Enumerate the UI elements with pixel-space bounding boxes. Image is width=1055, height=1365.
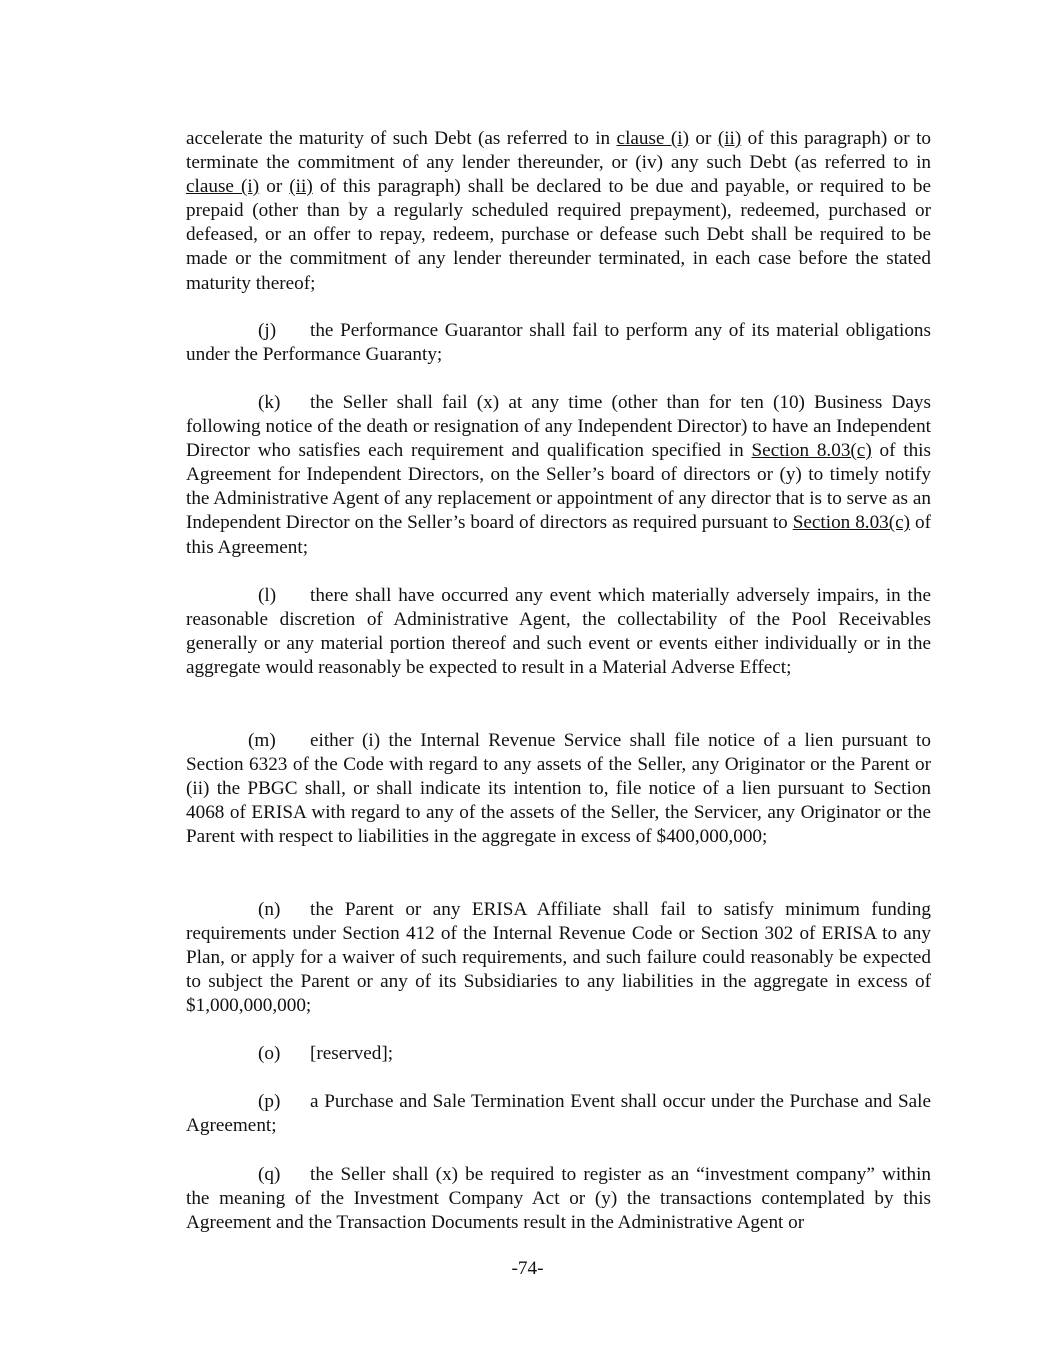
clause-l — [186, 584, 931, 680]
clause-text: of this Agreement; — [186, 512, 932, 558]
clause-j — [186, 319, 931, 367]
paragraph-continuation — [186, 127, 931, 296]
clause-text: the Performance Guarantor shall fail to perform any of its material obligations under the Performance Guaranty; — [186, 320, 931, 366]
clause-text: either (i) the Internal Revenue Service shall file notice of a lien pursuant to Section 6323 of the Code with regard to any assets of the Seller, any Originator or the Parent or (ii) the PBGC shall, or shall indicate its intention to, file notice of a lien pursuant to Section 4068 of ERISA with regard to any of the assets of the Seller, the Servicer, any Originator or the Parent with respect to liabilities in the aggregate in excess of $400,000,000; — [186, 730, 931, 848]
clause-label: (l) — [258, 585, 277, 606]
clause-label: (j) — [258, 320, 277, 341]
clause-text: the Seller shall (x) be required to register as an “investment company” within the meaning of the Investment Company Act or (y) the transactions contemplated by this Agreement and the Transaction Documents result in the Administrative Agent or — [186, 1164, 931, 1234]
clause-text: the Seller shall fail (x) at any time (other than for ten (10) Business Days following notice of the death or resignation of any Independent Director) to have an Independent Director who satisfies each requirement and qualification specified in — [186, 392, 931, 462]
clause-m — [186, 729, 931, 849]
clause-label: (o) — [258, 1043, 281, 1064]
clause-k — [186, 391, 931, 560]
clause-text: a Purchase and Sale Termination Event shall occur under the Purchase and Sale Agreement; — [186, 1091, 931, 1137]
text-run: accelerate the maturity of such Debt (as referred to in — [186, 128, 617, 149]
text-run: or — [259, 176, 290, 198]
clause-text: there shall have occurred any event which materially adversely impairs, in the reasonable discretion of Administrative Agent, the collectability of the Pool Receivables generally or any material portion thereof and such event or events either individually or in the aggregate would reasonably be expected to result in a Material Adverse Effect; — [186, 585, 931, 679]
clause-o — [186, 1042, 931, 1066]
clause-reference: (ii) — [717, 128, 742, 149]
clause-label: (k) — [258, 392, 281, 413]
clause-text: [reserved]; — [310, 1043, 394, 1064]
clause-text: the Parent or any ERISA Affiliate shall fail to satisfy minimum funding requirements under Section 412 of the Internal Revenue Code or Section 302 of ERISA to any Plan, or apply for a waiver of such requirements, and such failure could reasonably be expected to subject the Parent or any of its Subsidiaries to any liabilities in the aggregate in excess of $1,000,000,000; — [186, 899, 931, 1017]
text-run: of this paragraph) or to terminate the commitment of any lender thereunder, or (iv) any such Debt (as referred to in — [186, 128, 931, 174]
page-number: -74- — [511, 1258, 544, 1279]
clause-label: (p) — [258, 1091, 281, 1112]
clause-reference: clause (i) — [616, 128, 690, 149]
text-run: of this paragraph) shall be declared to be due and payable, or required to be prepaid (other than by a regularly scheduled required prepayment), redeemed, purchased or defeased, or an offer to repay, redeem, purchase or defease such Debt shall be required to be made or the commitment of any lender thereunder terminated, in each case before the stated maturity thereof; — [186, 176, 931, 294]
clause-label: (q) — [258, 1164, 281, 1185]
section-reference: Section 8.03(c) — [792, 512, 911, 534]
clause-reference: clause (i) — [186, 176, 260, 198]
clause-text: of this Agreement for Independent Directors, on the Seller’s board of directors or (y) to timely notify the Administrative Agent of any replacement or appointment of any director that is to serve as an Independent Director on the Seller’s board of directors as required pursuant to — [186, 440, 931, 534]
clause-n — [186, 898, 931, 1018]
clause-label: (m) — [248, 730, 276, 751]
clause-label: (n) — [258, 899, 281, 920]
text-run: or — [689, 128, 718, 149]
clause-q — [186, 1163, 931, 1235]
clause-p — [186, 1090, 931, 1138]
clause-reference: (ii) — [289, 176, 313, 198]
section-reference: Section 8.03(c) — [751, 440, 872, 462]
